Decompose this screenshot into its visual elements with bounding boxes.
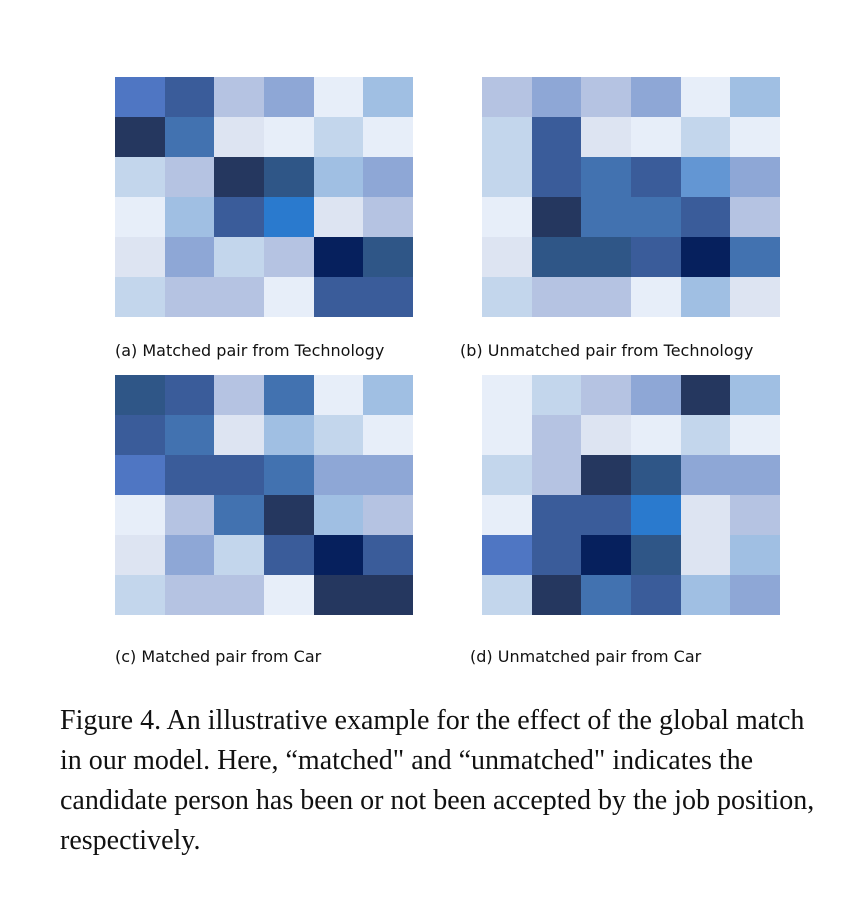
heatmap-cell	[165, 77, 215, 117]
heatmap-cell	[532, 575, 582, 615]
heatmap-cell	[165, 415, 215, 455]
subcaption-c: (c) Matched pair from Car	[115, 647, 322, 666]
heatmap-cell	[730, 197, 780, 237]
heatmap-cell	[115, 415, 165, 455]
heatmap-grid	[115, 77, 413, 317]
heatmap-cell	[631, 77, 681, 117]
heatmap-cell	[264, 415, 314, 455]
heatmap-cell	[115, 455, 165, 495]
heatmap-cell	[532, 237, 582, 277]
heatmap-cell	[214, 277, 264, 317]
heatmap-cell	[681, 415, 731, 455]
heatmap-cell	[631, 157, 681, 197]
heatmap-cell	[681, 237, 731, 277]
heatmap-cell	[730, 375, 780, 415]
heatmap-cell	[532, 117, 582, 157]
subcaption-d: (d) Unmatched pair from Car	[470, 647, 702, 666]
heatmap-grid	[115, 375, 413, 615]
heatmap-cell	[581, 455, 631, 495]
heatmap-cell	[214, 157, 264, 197]
heatmap-cell	[363, 277, 413, 317]
heatmap-cell	[165, 277, 215, 317]
heatmap-cell	[581, 77, 631, 117]
heatmap-cell	[165, 375, 215, 415]
heatmap-cell	[264, 375, 314, 415]
heatmap-cell	[631, 575, 681, 615]
heatmap-cell	[115, 575, 165, 615]
heatmap-cell	[314, 157, 364, 197]
heatmap-cell	[214, 495, 264, 535]
heatmap-cell	[115, 197, 165, 237]
heatmap-cell	[681, 495, 731, 535]
heatmap-cell	[581, 535, 631, 575]
heatmap-cell	[314, 455, 364, 495]
heatmap-cell	[482, 535, 532, 575]
heatmap-cell	[631, 117, 681, 157]
heatmap-cell	[314, 375, 364, 415]
heatmap-cell	[482, 157, 532, 197]
heatmap-cell	[681, 535, 731, 575]
heatmap-cell	[314, 197, 364, 237]
heatmap-cell	[214, 117, 264, 157]
heatmap-cell	[363, 535, 413, 575]
heatmap-cell	[363, 157, 413, 197]
heatmap-cell	[581, 117, 631, 157]
heatmap-cell	[532, 375, 582, 415]
heatmap-cell	[264, 495, 314, 535]
heatmap-cell	[681, 575, 731, 615]
heatmap-cell	[165, 535, 215, 575]
heatmap-cell	[631, 375, 681, 415]
heatmap-cell	[264, 455, 314, 495]
heatmap-cell	[730, 495, 780, 535]
heatmap-cell	[581, 375, 631, 415]
heatmap-cell	[681, 455, 731, 495]
heatmap-cell	[581, 157, 631, 197]
heatmap-cell	[314, 575, 364, 615]
heatmap-cell	[581, 277, 631, 317]
heatmap-cell	[363, 77, 413, 117]
heatmap-cell	[532, 415, 582, 455]
heatmap-cell	[631, 415, 681, 455]
heatmap-cell	[115, 495, 165, 535]
heatmap-cell	[482, 117, 532, 157]
heatmap-cell	[532, 277, 582, 317]
heatmap-cell	[631, 495, 681, 535]
heatmap-cell	[264, 157, 314, 197]
heatmap-cell	[115, 375, 165, 415]
heatmap-cell	[214, 415, 264, 455]
heatmap-panel-c	[115, 375, 413, 615]
heatmap-cell	[581, 197, 631, 237]
heatmap-cell	[264, 117, 314, 157]
heatmap-cell	[482, 375, 532, 415]
heatmap-panel-b	[482, 77, 780, 317]
heatmap-cell	[264, 535, 314, 575]
heatmap-cell	[581, 237, 631, 277]
heatmap-cell	[314, 77, 364, 117]
heatmap-cell	[314, 117, 364, 157]
heatmap-cell	[730, 117, 780, 157]
heatmap-cell	[214, 77, 264, 117]
heatmap-cell	[730, 535, 780, 575]
heatmap-cell	[165, 237, 215, 277]
heatmap-cell	[363, 575, 413, 615]
heatmap-cell	[631, 237, 681, 277]
heatmap-cell	[314, 535, 364, 575]
heatmap-cell	[730, 277, 780, 317]
heatmap-cell	[115, 277, 165, 317]
heatmap-cell	[264, 277, 314, 317]
heatmap-panel-a	[115, 77, 413, 317]
heatmap-cell	[482, 237, 532, 277]
heatmap-cell	[115, 157, 165, 197]
heatmap-cell	[482, 197, 532, 237]
heatmap-cell	[482, 575, 532, 615]
heatmap-cell	[681, 157, 731, 197]
heatmap-cell	[681, 375, 731, 415]
heatmap-cell	[532, 455, 582, 495]
heatmap-cell	[681, 77, 731, 117]
heatmap-cell	[214, 197, 264, 237]
heatmap-cell	[165, 117, 215, 157]
heatmap-cell	[214, 575, 264, 615]
heatmap-cell	[363, 117, 413, 157]
heatmap-cell	[532, 495, 582, 535]
heatmap-cell	[631, 197, 681, 237]
heatmap-cell	[314, 237, 364, 277]
heatmap-cell	[631, 535, 681, 575]
heatmap-cell	[115, 237, 165, 277]
heatmap-cell	[730, 237, 780, 277]
heatmap-cell	[532, 157, 582, 197]
heatmap-cell	[115, 535, 165, 575]
heatmap-cell	[581, 415, 631, 455]
heatmap-cell	[214, 237, 264, 277]
heatmap-cell	[314, 277, 364, 317]
heatmap-cell	[363, 415, 413, 455]
subcaption-a: (a) Matched pair from Technology	[115, 341, 385, 360]
figure-caption: Figure 4. An illustrative example for the effect of the global match in our model. Here, “matched" and “unmatched" indicates the candidate person has been or not been accepted by the job position, respectively.	[60, 705, 815, 856]
heatmap-cell	[730, 157, 780, 197]
heatmap-cell	[532, 77, 582, 117]
heatmap-cell	[264, 575, 314, 615]
heatmap-cell	[532, 535, 582, 575]
heatmap-cell	[631, 455, 681, 495]
subcaption-b: (b) Unmatched pair from Technology	[460, 341, 754, 360]
heatmap-cell	[363, 375, 413, 415]
heatmap-cell	[165, 495, 215, 535]
heatmap-cell	[730, 77, 780, 117]
heatmap-cell	[363, 495, 413, 535]
heatmap-cell	[631, 277, 681, 317]
heatmap-cell	[165, 197, 215, 237]
heatmap-cell	[264, 197, 314, 237]
heatmap-cell	[314, 495, 364, 535]
heatmap-cell	[532, 197, 582, 237]
heatmap-cell	[730, 575, 780, 615]
heatmap-cell	[264, 77, 314, 117]
heatmap-cell	[214, 375, 264, 415]
heatmap-grid	[482, 375, 780, 615]
heatmap-cell	[482, 495, 532, 535]
heatmap-cell	[214, 455, 264, 495]
heatmap-cell	[363, 197, 413, 237]
heatmap-cell	[214, 535, 264, 575]
heatmap-cell	[730, 455, 780, 495]
heatmap-cell	[165, 157, 215, 197]
heatmap-cell	[730, 415, 780, 455]
heatmap-cell	[314, 415, 364, 455]
heatmap-cell	[681, 277, 731, 317]
heatmap-cell	[482, 77, 532, 117]
heatmap-cell	[115, 117, 165, 157]
heatmap-cell	[264, 237, 314, 277]
heatmap-cell	[681, 197, 731, 237]
heatmap-cell	[363, 237, 413, 277]
heatmap-panel-d	[482, 375, 780, 615]
heatmap-cell	[363, 455, 413, 495]
heatmap-grid	[482, 77, 780, 317]
heatmap-cell	[581, 575, 631, 615]
heatmap-cell	[482, 455, 532, 495]
heatmap-cell	[681, 117, 731, 157]
heatmap-cell	[482, 415, 532, 455]
heatmap-cell	[165, 575, 215, 615]
heatmap-cell	[482, 277, 532, 317]
heatmap-cell	[165, 455, 215, 495]
heatmap-cell	[581, 495, 631, 535]
heatmap-cell	[115, 77, 165, 117]
